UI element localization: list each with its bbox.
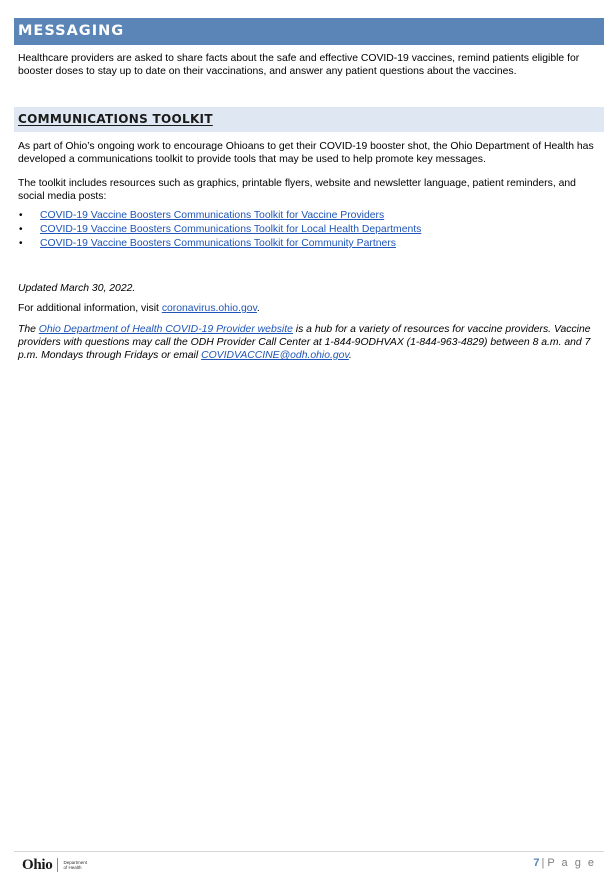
bullet-icon: • [19, 238, 23, 249]
footer-divider [14, 851, 604, 852]
covid-vaccine-email-link[interactable]: COVIDVACCINE@odh.ohio.gov [201, 350, 349, 361]
messaging-heading-bar [14, 18, 604, 45]
page-number-separator: | [541, 857, 548, 869]
provider-prefix: The [18, 324, 39, 335]
coronavirus-ohio-link[interactable]: coronavirus.ohio.gov [161, 303, 257, 314]
toolkit-resources-paragraph: The toolkit includes resources such as graphics, printable flyers, website and newsletter language, patient reminders, and social media posts: [18, 178, 576, 202]
list-item [18, 209, 578, 223]
additional-info-suffix: . [256, 303, 260, 314]
messaging-paragraph: Healthcare providers are asked to share facts about the safe and effective COVID-19 vaccines, remind patients eligible for booster doses to stay up to date on their vaccinations, and answer any patient questions about the vaccines. [18, 53, 580, 77]
updated-date: Updated March 30, 2022. [18, 283, 136, 294]
provider-paragraph [18, 323, 598, 362]
toolkit-link-list [18, 209, 578, 251]
toolkit-intro-paragraph: As part of Ohio’s ongoing work to encourage Ohioans to get their COVID-19 booster shot, the Ohio Department of Health has developed a communications toolkit to provide tools that may be used to help promote key messages. [18, 141, 594, 165]
bullet-icon: • [19, 224, 23, 235]
page-label: P a g e [547, 857, 596, 869]
ohio-department-of-health-logo [22, 856, 87, 874]
logo-dept-line-1: Department [63, 860, 87, 865]
list-item [18, 237, 578, 251]
toolkit-link-vaccine-providers[interactable]: COVID-19 Vaccine Boosters Communications Toolkit for Vaccine Providers [40, 210, 385, 221]
provider-suffix: . [348, 350, 352, 361]
additional-info-prefix: For additional information, visit [18, 303, 162, 314]
page-number [533, 857, 596, 869]
bullet-icon: • [19, 210, 23, 221]
page-number-value: 7 [533, 857, 542, 869]
messaging-heading: MESSAGING [18, 23, 125, 39]
provider-middle-text: is a hub for a variety of resources for vaccine providers. Vaccine providers with questions may call the ODH Provider Call Center at 1-844-9ODHVAX (1-844-963-4829) between 8 a.m. and 7 p.m. Mondays through Fridays or email [18, 324, 591, 361]
additional-info-paragraph [18, 302, 598, 315]
logo-divider [57, 858, 58, 872]
list-item [18, 223, 578, 237]
toolkit-link-local-health-departments[interactable]: COVID-19 Vaccine Boosters Communications Toolkit for Local Health Departments [40, 224, 422, 235]
toolkit-heading-bar [14, 107, 604, 132]
toolkit-link-community-partners[interactable]: COVID-19 Vaccine Boosters Communications Toolkit for Community Partners [40, 238, 396, 249]
toolkit-heading: COMMUNICATIONS TOOLKIT [18, 112, 213, 126]
logo-department-text [63, 860, 87, 870]
odh-provider-website-link[interactable]: Ohio Department of Health COVID-19 Provider website [38, 324, 293, 335]
ohio-logo-word: Ohio [22, 856, 53, 873]
logo-dept-line-2: of Health [63, 865, 82, 870]
